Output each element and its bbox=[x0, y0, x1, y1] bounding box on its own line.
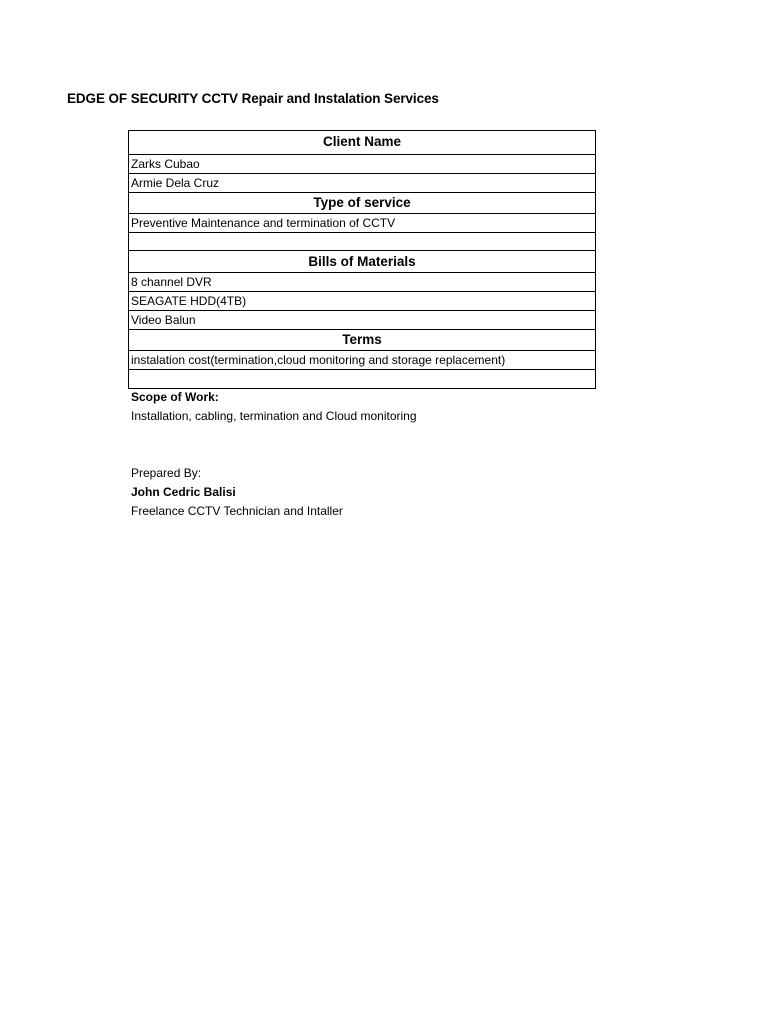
terms-row-2 bbox=[129, 369, 595, 388]
prepared-by-label: Prepared By: bbox=[131, 466, 202, 480]
client-row-2: Armie Dela Cruz bbox=[129, 173, 595, 192]
preparer-name: John Cedric Balisi bbox=[131, 485, 236, 499]
scope-of-work-text: Installation, cabling, termination and Cloud monitoring bbox=[131, 409, 417, 423]
bills-of-materials-header: Bills of Materials bbox=[129, 250, 595, 272]
quotation-table bbox=[128, 130, 596, 389]
footer-section bbox=[131, 388, 417, 521]
service-row-2 bbox=[129, 232, 595, 250]
service-row-1: Preventive Maintenance and termination of CCTV bbox=[129, 213, 595, 232]
service-type-header: Type of service bbox=[129, 192, 595, 213]
client-name-header: Client Name bbox=[322, 134, 402, 149]
terms-header: Terms bbox=[129, 329, 595, 350]
material-row-balun: Video Balun bbox=[129, 310, 595, 329]
terms-row-1: instalation cost(termination,cloud monitoring and storage replacement) bbox=[129, 350, 595, 369]
document-title: EDGE OF SECURITY CCTV Repair and Instalation Services bbox=[67, 91, 439, 106]
material-row-dvr: 8 channel DVR bbox=[129, 272, 595, 291]
material-row-hdd: SEAGATE HDD(4TB) bbox=[129, 291, 595, 310]
preparer-role: Freelance CCTV Technician and Intaller bbox=[131, 504, 343, 518]
scope-of-work-label: Scope of Work: bbox=[131, 390, 219, 404]
client-row-1: Zarks Cubao bbox=[129, 154, 595, 173]
